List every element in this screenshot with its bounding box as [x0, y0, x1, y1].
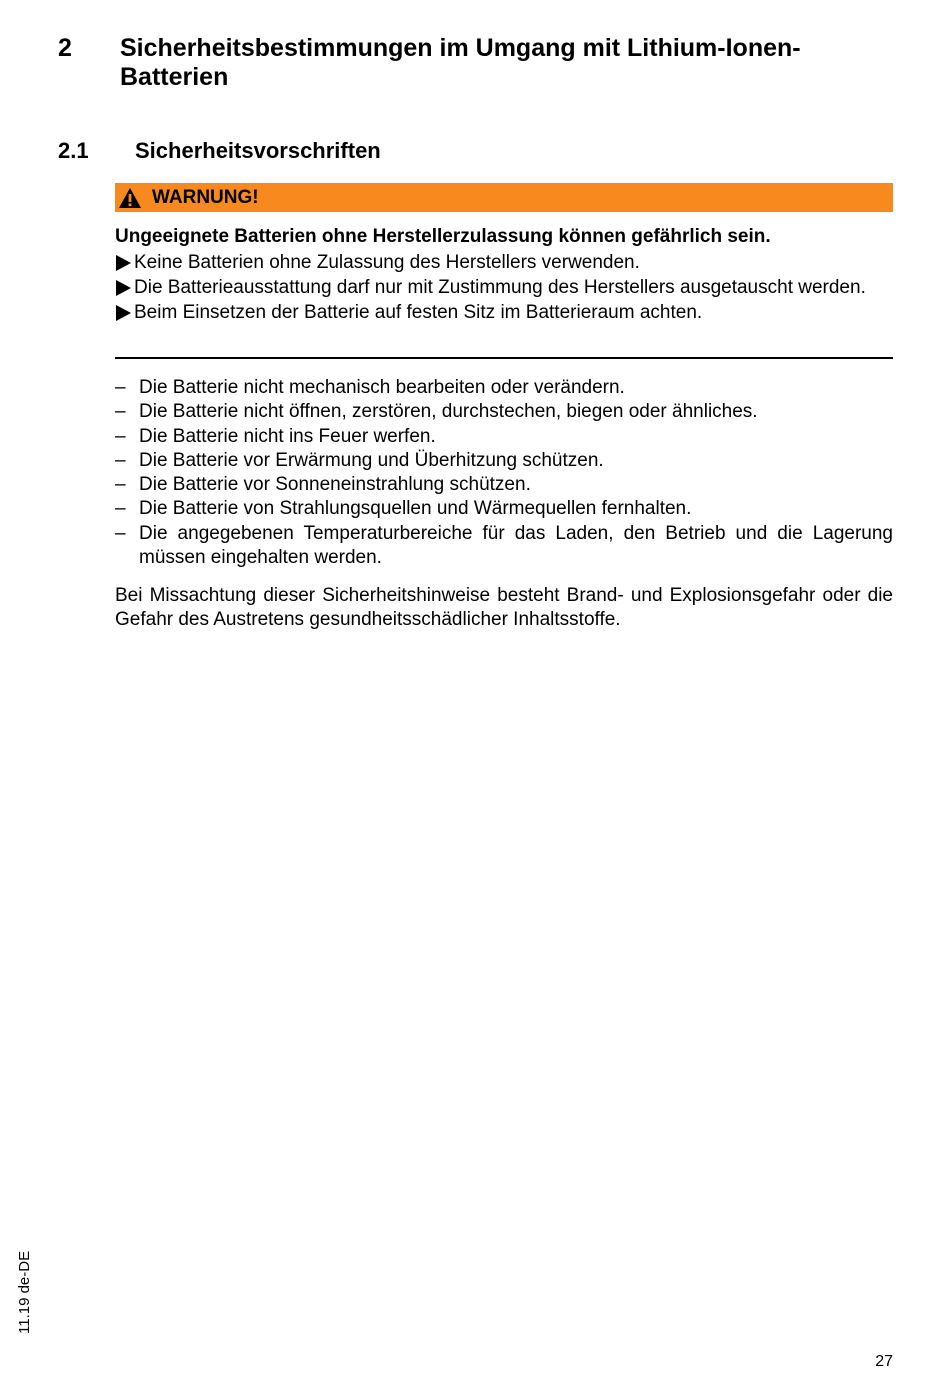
- list-item-text: Die Batterie von Strahlungsquellen und Wärmequellen fernhalten.: [139, 498, 692, 520]
- warning-step-text: Keine Batterien ohne Zulassung des Herstellers verwenden.: [134, 252, 640, 273]
- warning-step-text: Beim Einsetzen der Batterie auf festen Sitz im Batterieraum achten.: [134, 302, 703, 323]
- arrow-right-icon: [116, 255, 131, 271]
- section-number: 2.1: [58, 138, 89, 163]
- dash-bullet: –: [115, 425, 126, 447]
- safety-rules-list: [115, 376, 893, 570]
- list-item-text: Die Batterie nicht öffnen, zerstören, durchstechen, biegen oder ähnliches.: [139, 401, 758, 423]
- arrow-right-icon: [116, 305, 131, 321]
- list-item: [115, 497, 893, 521]
- list-item: [115, 473, 893, 497]
- section-heading: [58, 137, 898, 165]
- dash-bullet: –: [115, 449, 126, 471]
- warning-label: WARNUNG!: [152, 186, 259, 208]
- dash-bullet: –: [115, 377, 126, 398]
- chapter-heading: [58, 34, 898, 92]
- section-title: Sicherheitsvorschriften: [135, 138, 381, 163]
- list-item: [115, 449, 893, 473]
- list-item-text: Die Batterie nicht mechanisch bearbeiten oder verändern.: [139, 377, 625, 398]
- page-number: 27: [875, 1353, 893, 1370]
- list-item-text: Die Batterie vor Sonneneinstrahlung schützen.: [139, 474, 531, 496]
- dash-bullet: –: [115, 401, 126, 423]
- warning-step: [115, 250, 893, 275]
- warning-body: [115, 224, 893, 325]
- document-code: 11.19 de-DE: [16, 1250, 33, 1334]
- list-item: [115, 425, 893, 449]
- dash-bullet: –: [115, 474, 126, 496]
- list-item-text: Die angegebenen Temperaturbereiche für das Laden, den Betrieb und die Lagerung müssen eingehalten werden.: [139, 522, 893, 569]
- warning-triangle-icon: [118, 187, 142, 209]
- dash-bullet: –: [115, 498, 126, 520]
- chapter-title-line1: Sicherheitsbestimmungen im Umgang mit Lithium-Ionen-: [120, 34, 801, 62]
- list-item: [115, 400, 893, 424]
- warning-banner: [115, 183, 893, 212]
- dash-bullet: –: [115, 522, 126, 544]
- chapter-title-line2: Batterien: [120, 63, 229, 91]
- list-item: [115, 376, 893, 400]
- chapter-number: 2: [58, 34, 72, 62]
- warning-headline: Ungeeignete Batterien ohne Herstellerzulassung können gefährlich sein.: [115, 226, 771, 247]
- warning-step: [115, 275, 893, 300]
- warning-divider: [115, 357, 893, 359]
- warning-step: [115, 300, 893, 325]
- warning-step-text: Die Batterieausstattung darf nur mit Zustimmung des Herstellers ausgetauscht werden.: [134, 277, 866, 298]
- list-item: [115, 522, 893, 571]
- arrow-right-icon: [116, 280, 131, 296]
- list-item-text: Die Batterie nicht ins Feuer werfen.: [139, 425, 436, 447]
- closing-paragraph: Bei Missachtung dieser Sicherheitshinweise besteht Brand- und Explosionsgefahr oder die Gefahr des Austretens gesundheitsschädlicher Inhaltsstoffe.: [115, 585, 893, 630]
- list-item-text: Die Batterie vor Erwärmung und Überhitzung schützen.: [139, 449, 604, 471]
